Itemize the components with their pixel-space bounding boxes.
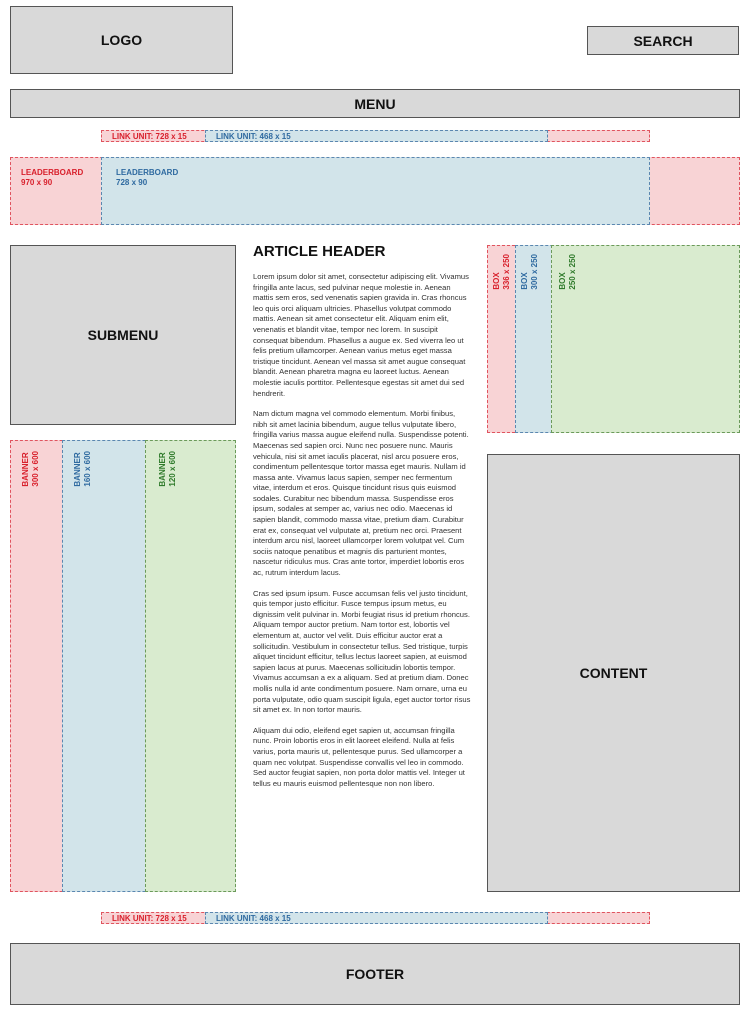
link-unit-468-label: LINK UNIT: 468 x 15 [216,132,291,141]
box-336-label: BOX 336 x 250 [492,254,511,290]
banner-300-label: BANNER 300 x 600 [21,451,40,487]
link-unit-468-top [205,130,548,142]
article-header: ARTICLE HEADER [253,243,386,260]
banner-160-label: BANNER 160 x 600 [73,451,92,487]
article-paragraph-1: Lorem ipsum dolor sit amet, consectetur adipiscing elit. Vivamus fringilla ante lacus, sed pulvinar neque molestie in. Aenean mattis sem eros, sed venenatis sapien gravida in. Cras rhoncus leo quis orci aliquam ultricies. Phasellus volutpat commodo mattis. Aenean sit amet consectetur elit. Aliquam enim elit, venenatis et blandit vitae, tempor nec lorem. In suscipit consequat bibendum. Phasellus a augue ex. Sed viverra leo ut felis pretium ullamcorper. Aenean varius metus eget massa tristique tincidunt. Aenean vel massa sit amet augue consequat blandit. Aenean pharetra magna eu laoreet luctus. Aenean molestie iaculis porttitor. Pellentesque egestas sit amet dui sed hendrerit. [253,272,469,398]
link-unit-468-label: LINK UNIT: 468 x 15 [216,914,291,923]
box-250-label: BOX 250 x 250 [558,254,577,290]
link-unit-728-label: LINK UNIT: 728 x 15 [112,914,187,923]
submenu[interactable]: SUBMENU [10,245,236,425]
banner-120-label: BANNER 120 x 600 [158,451,177,487]
article-paragraph-3: Cras sed ipsum ipsum. Fusce accumsan felis vel justo tincidunt, quis tempor justo efficitur. Fusce tempus ipsum metus, eu dignissim velit pulvinar in. Morbi feugiat risus id pretium rhoncus. Aliquam tempor auctor pretium. Nam tortor est, lobortis vel elementum at, auctor vel velit. Duis efficitur auctor erat a sollicitudin. Vestibulum in consectetur tellus. Sed tristique, turpis aliquet tincidunt efficitur, tellus lectus laoreet sapien, at euismod sapien lacus at purus. Maecenas sollicitudin lobortis tempor. Vivamus accumsan a ex a aliquam. Sed at pretium diam. Donec mollis nulla id ante condimentum posuere. Nam ornare, urna eu porta vulputate, odio quam suscipit ligula, eget auctor tortor risus sit amet ex. In non tortor mauris. [253,588,471,715]
leaderboard-728 [101,157,650,225]
link-unit-468-bottom [205,912,548,924]
box-250x250 [551,245,740,433]
article-paragraph-4: Aliquam dui odio, eleifend eget sapien ut, accumsan fringilla nunc. Proin lobortis eros in elit laoreet eleifend. Nulla at felis varius, porta mauris ut, pellentesque purus. Sed ullamcorper a quam nec volutpat. Suspendisse convallis vel leo in commodo. Sed auctor feugiat sapien, non porta dolor mattis vel. Integer ut tellus eu mauris euismod pellentesque non non libero. [253,725,465,788]
menu-bar[interactable]: MENU [10,89,740,118]
box-300-label: BOX 300 x 250 [520,254,539,290]
banner-120x600 [145,440,236,892]
logo[interactable]: LOGO [10,6,233,74]
leaderboard-970-label: LEADERBOARD 970 x 90 [21,168,84,187]
search-box[interactable]: SEARCH [587,26,739,55]
link-unit-728-label: LINK UNIT: 728 x 15 [112,132,187,141]
content-area[interactable]: CONTENT [487,454,740,892]
article [253,243,471,898]
footer[interactable]: FOOTER [10,943,740,1005]
leaderboard-728-label: LEADERBOARD 728 x 90 [116,168,179,187]
article-paragraph-2: Nam dictum magna vel commodo elementum. Morbi finibus, nibh sit amet lacinia bibendum, augue tellus vulputate libero, fringilla varius massa augue eleifend nulla. Suspendisse potenti. Maecenas sed sapien orci. Nunc nec posuere nunc. Mauris vehicula, nisi sit amet iaculis placerat, nisl arcu posuere eros, condimentum pellentesque tortor massa eget mauris. Nullam id massa ante. Vivamus lacus sapien, semper nec fermentum vitae, interdum et eros. Quisque tincidunt risus quis euismod sodales. Curabitur nec bibendum massa. Suspendisse eros ipsum, sodales at semper ac, varius nec odio. Maecenas id sapien blandit, commodo massa vitae, pretium diam. Curabitur erat ex, consequat vel vulputate at, pretium nec orci. Praesent interdum arcu nisl, laoreet ullamcorper lorem volutpat vel. Cum sociis natoque penatibus et magnis dis parturient montes, nascetur ridiculus mus. Cras ante tortor, imperdiet lobortis eros ac, rutrum interdum lacus. [253,409,469,578]
